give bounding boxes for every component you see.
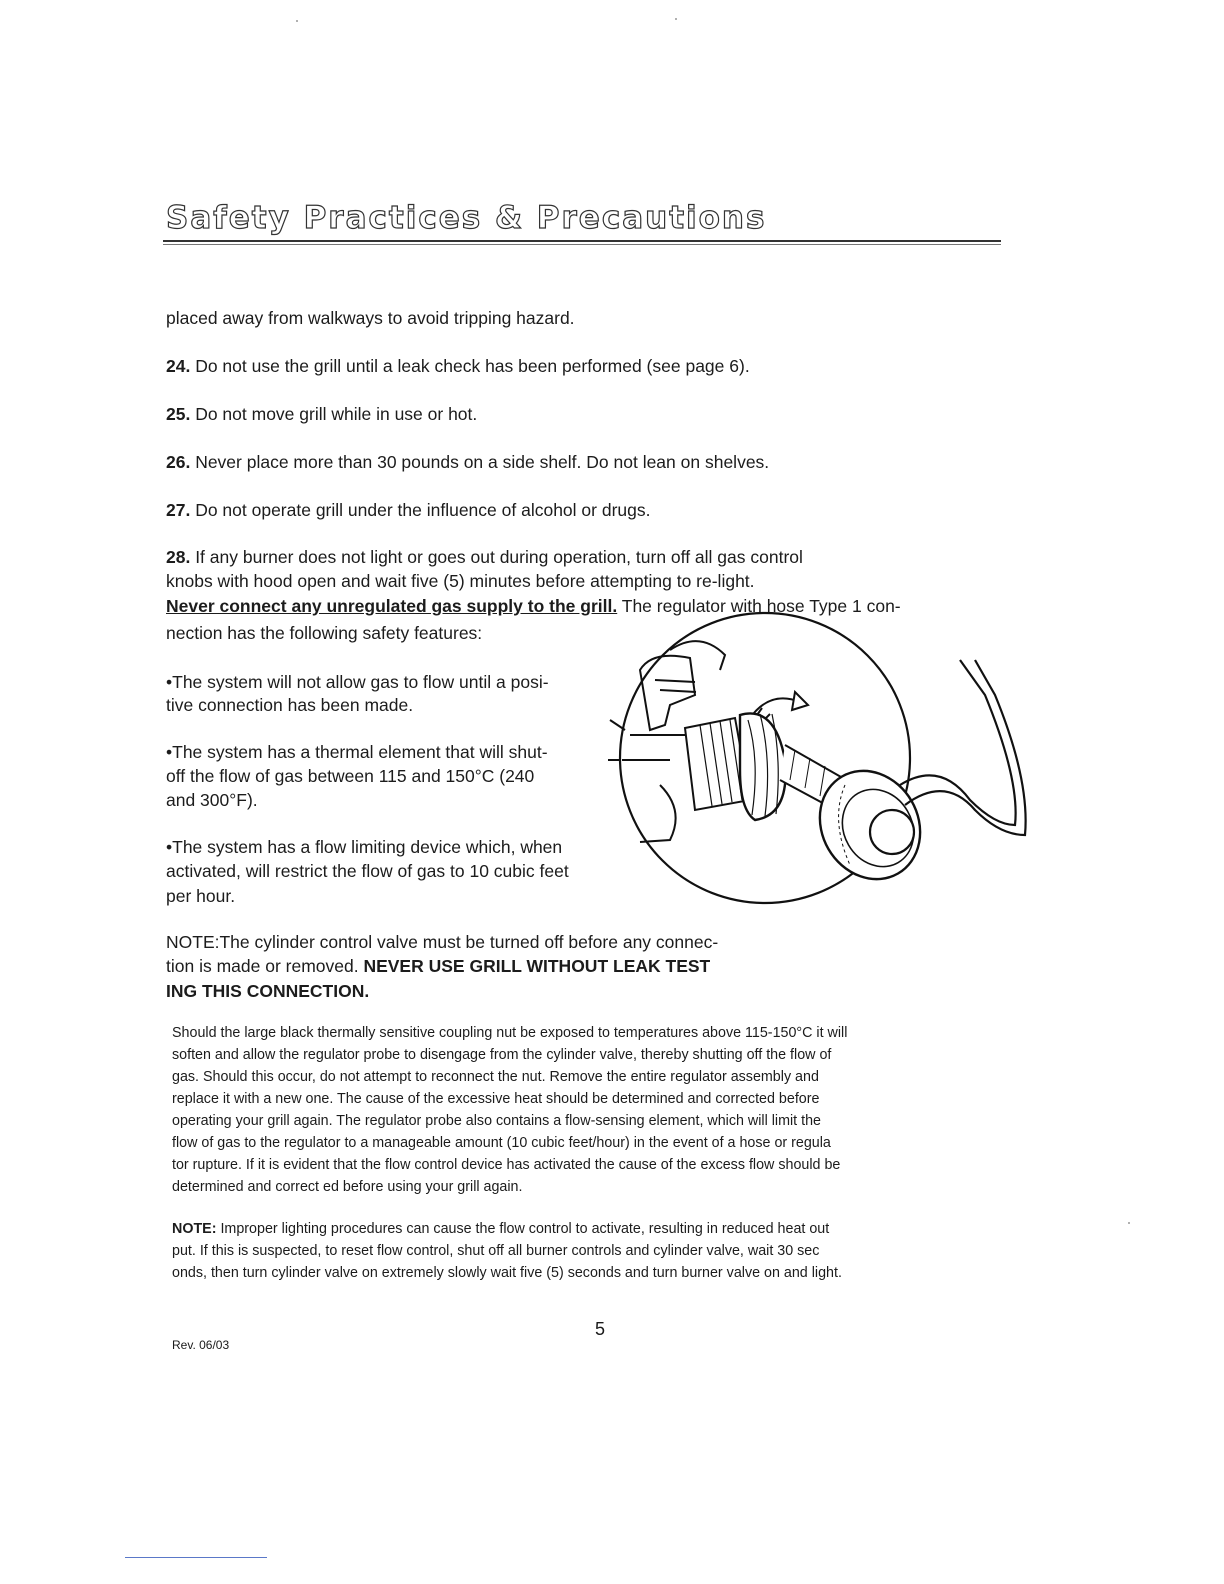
list-item-24 xyxy=(166,356,750,377)
note2-line-1 xyxy=(172,1221,829,1237)
item-text: Do not move grill while in use or hot. xyxy=(190,404,478,424)
title-rule-thin xyxy=(163,244,1001,245)
paragraph-line: flow of gas to the regulator to a manageable amount (10 cubic feet/hour) in the event of a hose or regula xyxy=(172,1135,831,1151)
list-item-27 xyxy=(166,500,650,521)
bullet-1-line-2: tive connection has been made. xyxy=(166,695,414,715)
list-item-28 xyxy=(166,547,803,568)
note2-line-3: onds, then turn cylinder valve on extremely slowly wait five (5) seconds and turn burner valve on and light. xyxy=(172,1265,842,1281)
paragraph-line: replace it with a new one. The cause of the excessive heat should be determined and corrected before xyxy=(172,1091,820,1107)
coupling-nut xyxy=(740,713,786,820)
scan-speck xyxy=(296,20,298,22)
title-rule xyxy=(163,240,1001,242)
footer-rule xyxy=(125,1557,267,1558)
paragraph-line: soften and allow the regulator probe to disengage from the cylinder valve, thereby shutting off the flow of xyxy=(172,1047,832,1063)
list-item-25 xyxy=(166,404,477,425)
bullet-1-line-1: •The system will not allow gas to flow until a posi- xyxy=(166,672,549,692)
bullet-2-line-2: off the flow of gas between 115 and 150°C (240 xyxy=(166,766,535,786)
item-number: 28. xyxy=(166,547,191,567)
revision-label: Rev. 06/03 xyxy=(172,1338,230,1352)
bullet-2-line-3: and 300°F). xyxy=(166,790,258,810)
item-text: If any burner does not light or goes out during operation, turn off all gas control xyxy=(190,547,803,567)
list-item-26 xyxy=(166,452,769,473)
regulator-text: The regulator with hose Type 1 con- xyxy=(617,596,901,616)
scan-speck xyxy=(1128,1222,1130,1224)
paragraph-line: determined and correct ed before using your grill again. xyxy=(172,1179,523,1195)
item-number: 24. xyxy=(166,356,191,376)
item-number: 25. xyxy=(166,404,191,424)
scan-speck xyxy=(675,18,677,20)
valve-body xyxy=(640,656,695,730)
page-number: 5 xyxy=(595,1319,606,1339)
note2-line-2: put. If this is suspected, to reset flow control, shut off all burner controls and cylinder valve, wait 30 sec xyxy=(172,1243,820,1259)
gas-hose xyxy=(900,660,1016,825)
item-text: Never place more than 30 pounds on a side shelf. Do not lean on shelves. xyxy=(190,452,770,472)
paragraph-line: gas. Should this occur, do not attempt to reconnect the nut. Remove the entire regulator assembly and xyxy=(172,1069,819,1085)
unregulated-gas-warning: Never connect any unregulated gas supply to the grill. xyxy=(166,596,618,616)
bullet-3-line-2: activated, will restrict the flow of gas to 10 cubic feet xyxy=(166,861,569,881)
item-text: Do not operate grill under the influence of alcohol or drugs. xyxy=(190,500,651,520)
paragraph-line: tor rupture. If it is evident that the flow control device has activated the cause of the excess flow should be xyxy=(172,1157,841,1173)
regulator-intro-cont: nection has the following safety features: xyxy=(166,623,483,643)
note-line-3: ING THIS CONNECTION. xyxy=(166,981,370,1001)
list-item-28-cont: knobs with hood open and wait five (5) minutes before attempting to re-light. xyxy=(166,571,755,591)
page-title: Safety Practices & Precautions xyxy=(166,200,767,236)
note2-label: NOTE: xyxy=(172,1221,217,1237)
item-number: 26. xyxy=(166,452,191,472)
note-warning: NEVER USE GRILL WITHOUT LEAK TEST xyxy=(363,956,711,976)
bullet-3-line-1: •The system has a flow limiting device which, when xyxy=(166,837,563,857)
item-text: Do not use the grill until a leak check has been performed (see page 6). xyxy=(190,356,750,376)
item-number: 27. xyxy=(166,500,191,520)
bullet-3-line-3: per hour. xyxy=(166,886,236,906)
paragraph-line: operating your grill again. The regulator probe also contains a flow-sensing element, which will limit the xyxy=(172,1113,821,1129)
note2-text: Improper lighting procedures can cause the flow control to activate, resulting in reduced heat out xyxy=(216,1221,830,1237)
intro-line: placed away from walkways to avoid tripping hazard. xyxy=(166,308,575,328)
paragraph-line: Should the large black thermally sensitive coupling nut be exposed to temperatures above 115-150°C it will xyxy=(172,1025,848,1041)
bullet-2-line-1: •The system has a thermal element that will shut- xyxy=(166,742,548,762)
note-line-2 xyxy=(166,956,710,977)
note-line-1: NOTE:The cylinder control valve must be turned off before any connec- xyxy=(166,932,719,952)
regulator-coupling-illustration xyxy=(600,610,1030,920)
note-text: tion is made or removed. xyxy=(166,956,364,976)
